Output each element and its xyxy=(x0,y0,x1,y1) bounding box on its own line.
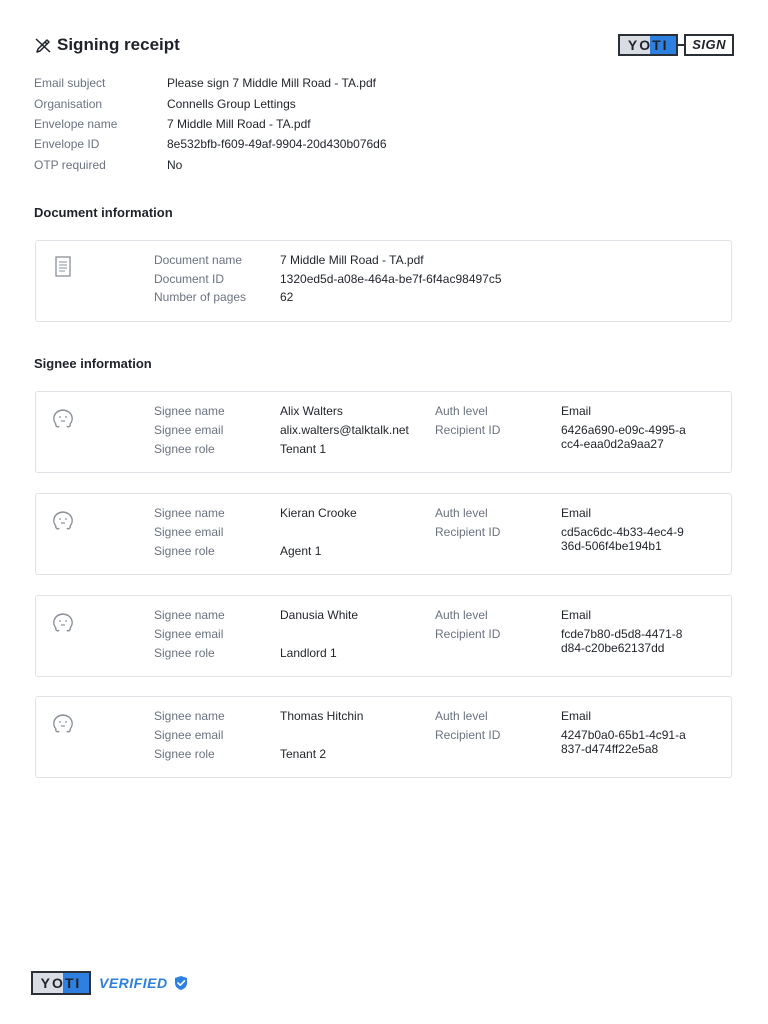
signee-name-label: Signee name xyxy=(154,403,225,418)
document-label: Document ID xyxy=(154,271,225,286)
yoti-logo-text: YOTI xyxy=(627,37,669,53)
meta-row-envelope-name xyxy=(34,114,387,134)
signee-role-label: Signee role xyxy=(154,543,215,558)
meta-value: 7 Middle Mill Road - TA.pdf xyxy=(167,116,311,131)
signee-name-label: Signee name xyxy=(154,708,225,723)
recipient-id: 6426a690-e09c-4995-acc4-eaa0d2a9aa27 xyxy=(561,423,686,451)
document-label: Number of pages xyxy=(154,289,247,304)
signee-email-label: Signee email xyxy=(154,626,224,641)
signee-name: Danusia White xyxy=(280,607,359,622)
signee-email: alix.walters@talktalk.net xyxy=(280,422,409,437)
signee-role: Tenant 1 xyxy=(280,441,327,456)
signee-left-column xyxy=(154,503,357,560)
signee-right-column xyxy=(435,503,689,553)
signee-card xyxy=(35,391,732,473)
document-value: 7 Middle Mill Road - TA.pdf xyxy=(280,252,424,267)
auth-level-label: Auth level xyxy=(435,505,488,520)
document-value: 62 xyxy=(280,289,294,304)
signee-face-icon xyxy=(50,405,76,431)
signee-role: Landlord 1 xyxy=(280,645,337,660)
pen-off-icon xyxy=(34,36,52,54)
recipient-id-label: Recipient ID xyxy=(435,525,501,539)
signee-name-label: Signee name xyxy=(154,607,225,622)
signee-face-icon xyxy=(50,507,76,533)
meta-row-envelope-id xyxy=(34,134,387,154)
receipt-meta xyxy=(34,73,387,175)
meta-value: 8e532bfb-f609-49af-9904-20d430b076d6 xyxy=(167,137,387,152)
signee-face-icon xyxy=(50,710,76,736)
signee-card xyxy=(35,595,732,677)
signee-section-title: Signee information xyxy=(34,356,152,371)
document-row-name xyxy=(154,250,424,269)
signee-name: Kieran Crooke xyxy=(280,505,357,520)
signee-email-label: Signee email xyxy=(154,422,224,437)
document-icon xyxy=(50,254,76,280)
recipient-id: fcde7b80-d5d8-4471-8d84-c20be62137dd xyxy=(561,627,683,655)
signee-name: Alix Walters xyxy=(280,403,343,418)
meta-value: Please sign 7 Middle Mill Road - TA.pdf xyxy=(167,76,376,91)
recipient-id-label: Recipient ID xyxy=(435,627,501,641)
signee-right-column xyxy=(435,605,689,655)
document-card xyxy=(35,240,732,322)
title-group xyxy=(34,35,180,55)
signee-left-column xyxy=(154,401,409,458)
signee-face-icon xyxy=(50,609,76,635)
recipient-id: 4247b0a0-65b1-4c91-a837-d474ff22e5a8 xyxy=(561,728,686,756)
yoti-verified-footer xyxy=(31,971,188,995)
yoti-logo-box xyxy=(618,34,678,56)
signee-role: Agent 1 xyxy=(280,543,322,558)
auth-level: Email xyxy=(561,403,592,418)
signee-email-label: Signee email xyxy=(154,524,224,539)
sign-logo-text: SIGN xyxy=(684,34,734,56)
meta-label: OTP required xyxy=(34,157,106,172)
document-section-title: Document information xyxy=(34,205,173,220)
signee-role-label: Signee role xyxy=(154,645,215,660)
signee-role-label: Signee role xyxy=(154,746,215,761)
page-title: Signing receipt xyxy=(57,35,180,54)
signee-role-label: Signee role xyxy=(154,441,215,456)
meta-label: Organisation xyxy=(34,96,103,111)
auth-level-label: Auth level xyxy=(435,403,488,418)
signee-left-column xyxy=(154,605,358,662)
verified-shield-icon xyxy=(174,975,188,991)
recipient-id: cd5ac6dc-4b33-4ec4-936d-506f4be194b1 xyxy=(561,525,684,553)
verified-label: VERIFIED xyxy=(99,975,168,991)
signee-name: Thomas Hitchin xyxy=(280,708,364,723)
document-row-pages xyxy=(154,287,293,306)
signee-right-column xyxy=(435,401,689,451)
meta-value: No xyxy=(167,157,183,172)
auth-level-label: Auth level xyxy=(435,607,488,622)
recipient-id-label: Recipient ID xyxy=(435,423,501,437)
meta-row-otp-required xyxy=(34,155,387,175)
meta-row-organisation xyxy=(34,93,387,113)
meta-label: Envelope name xyxy=(34,116,118,131)
document-value: 1320ed5d-a08e-464a-be7f-6f4ac98497c5 xyxy=(280,271,502,286)
auth-level: Email xyxy=(561,708,592,723)
recipient-id-label: Recipient ID xyxy=(435,728,501,742)
signee-card xyxy=(35,493,732,575)
signee-right-column xyxy=(435,706,689,756)
meta-row-email-subject xyxy=(34,73,387,93)
signee-role: Tenant 2 xyxy=(280,746,327,761)
meta-label: Email subject xyxy=(34,76,106,91)
yoti-logo-text: YOTI xyxy=(40,975,82,991)
document-row-id xyxy=(154,269,502,288)
yoti-sign-logo xyxy=(618,33,734,57)
yoti-logo-box xyxy=(31,971,91,995)
meta-label: Envelope ID xyxy=(34,137,100,152)
signee-left-column xyxy=(154,706,363,763)
auth-level: Email xyxy=(561,607,592,622)
signee-email-label: Signee email xyxy=(154,727,224,742)
signee-card xyxy=(35,696,732,778)
signee-name-label: Signee name xyxy=(154,505,225,520)
auth-level: Email xyxy=(561,505,592,520)
meta-value: Connells Group Lettings xyxy=(167,96,296,111)
page-header xyxy=(34,33,734,59)
auth-level-label: Auth level xyxy=(435,708,488,723)
document-label: Document name xyxy=(154,252,243,267)
